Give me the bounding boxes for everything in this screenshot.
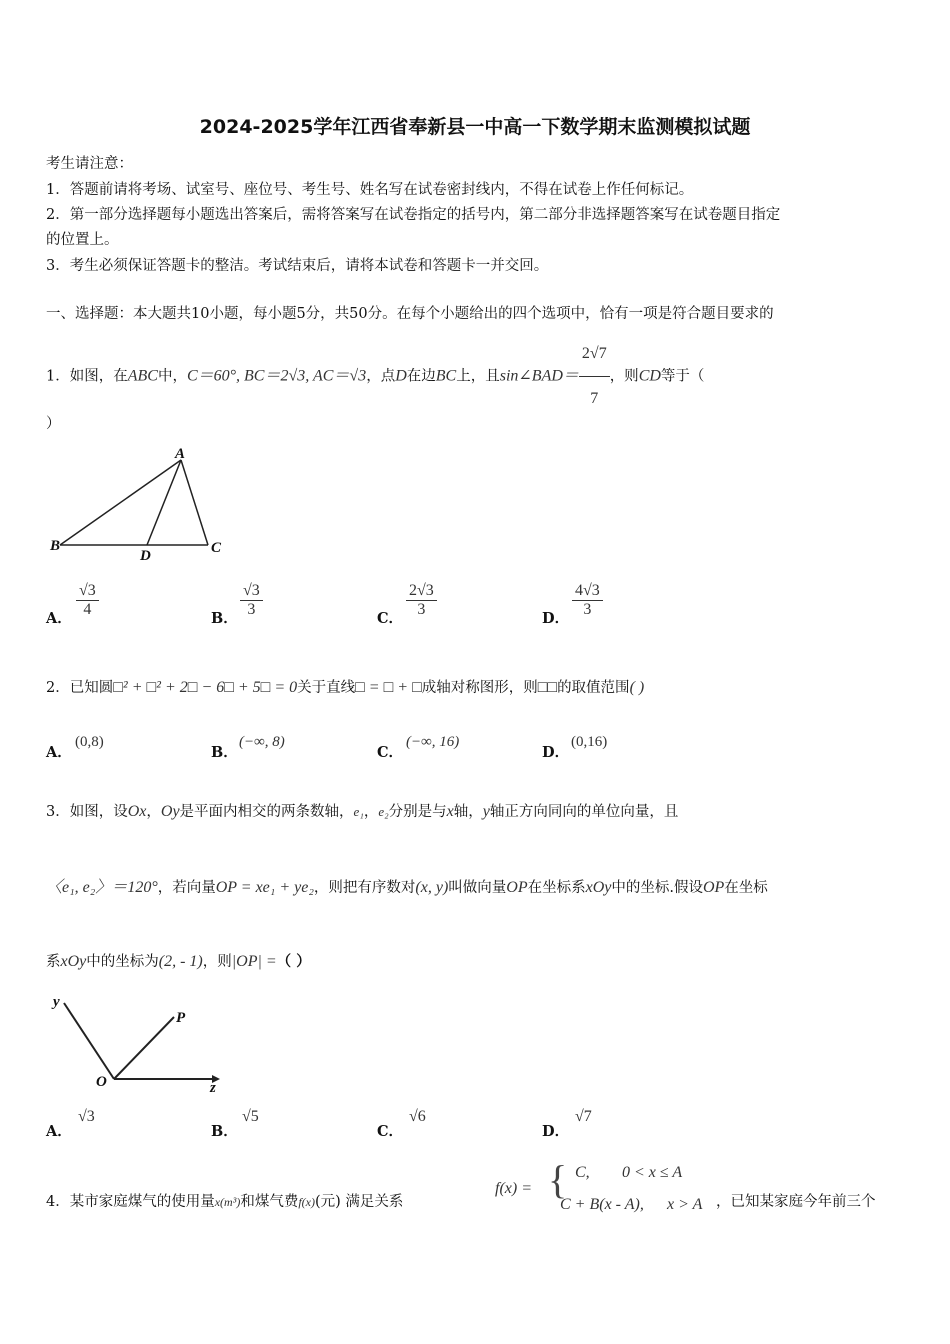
question-1-paren-close: ） (46, 416, 61, 432)
q4-f-def: f(x) = (495, 1180, 532, 1197)
q3-option-c-label[interactable]: C． (377, 1123, 404, 1140)
question-4-text-a: 4．某市家庭煤气的使用量x(m³)和煤气费f(x)(元) 满足关系 (46, 1194, 404, 1210)
q1-option-d-value: $\frac{4√3}{3}$ (572, 582, 603, 619)
q1-option-a-label[interactable]: A． (46, 610, 72, 627)
label-p: P (176, 1010, 186, 1026)
q4-case-2-value: C + B(x - A), (560, 1196, 644, 1213)
label-b: B (50, 538, 61, 554)
q2-option-a-value: (0,8) (75, 734, 104, 750)
notice-heading: 考生请注意： (46, 156, 133, 172)
vector-op (114, 1017, 174, 1079)
q4-case-2-cond: x > A (667, 1196, 703, 1213)
segment-ba (60, 460, 181, 545)
sin-fraction: $\frac{2√7}{7}$ (579, 332, 610, 421)
q4-case-1-cond: 0 < x ≤ A (622, 1164, 683, 1181)
q3-option-d-label[interactable]: D． (542, 1123, 570, 1140)
page-title: 2024-2025学年江西省奉新县一中高一下数学期末监测模拟试题 (199, 116, 751, 138)
oblique-axes-figure (46, 990, 236, 1095)
question-1-text: 1．如图，在ABC中，C＝60°, BC＝2√3, AC＝√3，点D在边BC上，且sin∠BAD＝ $\frac{2√7}{7}$ ，则CD等于（ (46, 332, 704, 421)
q2-option-d-value: (0,16) (571, 734, 608, 750)
label-y: y (53, 994, 60, 1010)
q1-option-d-label[interactable]: D． (542, 610, 570, 627)
y-axis (64, 1003, 114, 1079)
q2-option-c-value: (−∞, 16) (406, 734, 460, 750)
q3-option-a-value: √3 (78, 1108, 95, 1125)
q3-option-d-value: √7 (575, 1108, 592, 1125)
q3-option-b-value: √5 (242, 1108, 259, 1125)
label-c: C (211, 540, 222, 556)
question-3-line-3: 系xOy中的坐标为(2, - 1)，则|OP| =（ ） (46, 953, 311, 970)
q1-option-c-label[interactable]: C． (377, 610, 404, 627)
q2-option-c-label[interactable]: C． (377, 744, 404, 761)
q2-option-b-value: (−∞, 8) (239, 734, 285, 750)
q2-option-b-label[interactable]: B． (211, 744, 238, 761)
q3-option-c-value: √6 (409, 1108, 426, 1125)
notice-item-1: 1．答题前请将考场、试室号、座位号、考生号、姓名写在试卷密封线内，不得在试卷上作任何标记。 (46, 182, 694, 198)
question-3-line-2: 〈e₁, e₂〉＝120°，若向量OP = xe₁ + ye₂，则把有序数对(x, y)叫做向量OP在坐标系xOy中的坐标.假设OP在坐标 (46, 879, 768, 896)
q1-option-b-value: $\frac{√3}{3}$ (240, 582, 263, 619)
q3-option-a-label[interactable]: A． (46, 1123, 72, 1140)
q4-brace: { (548, 1157, 568, 1202)
label-a: A (175, 446, 186, 462)
q1-option-a-value: $\frac{√3}{4}$ (76, 582, 99, 619)
question-2-text: 2．已知圆□² + □² + 2□ − 6□ + 5□ = 0关于直线□ = □ + □成轴对称图形，则□□的取值范围( ) (46, 679, 645, 696)
q2-option-a-label[interactable]: A． (46, 744, 72, 761)
notice-item-2: 2．第一部分选择题每小题选出答案后，需将答案写在试卷指定的括号内，第二部分非选择题答案写在试卷题目指定 (46, 207, 781, 223)
question-3-line-1: 3．如图，设Ox，Oy是平面内相交的两条数轴，e₁，e₂分别是与x轴，y轴正方向同向的单位向量，且 (46, 803, 679, 820)
triangle-figure (46, 440, 236, 565)
q2-option-d-label[interactable]: D． (542, 744, 570, 761)
q1-option-c-value: $\frac{2√3}{3}$ (406, 582, 437, 619)
label-d: D (140, 548, 151, 564)
notice-item-3: 3．考生必须保证答题卡的整洁。考试结束后，请将本试卷和答题卡一并交回。 (46, 258, 549, 274)
segment-ac (181, 460, 208, 545)
notice-item-2-cont: 的位置上。 (46, 232, 119, 248)
q1-option-b-label[interactable]: B． (211, 610, 238, 627)
q3-option-b-label[interactable]: B． (211, 1123, 238, 1140)
section-heading: 一、选择题：本大题共10小题，每小题5分，共50分。在每个小题给出的四个选项中，恰有一项是符合题目要求的 (46, 306, 774, 322)
question-4-text-b: ，已知某家庭今年前三个 (716, 1194, 876, 1210)
q4-case-1-value: C, (575, 1164, 590, 1181)
label-z: z (210, 1080, 216, 1095)
label-o: O (96, 1074, 107, 1090)
